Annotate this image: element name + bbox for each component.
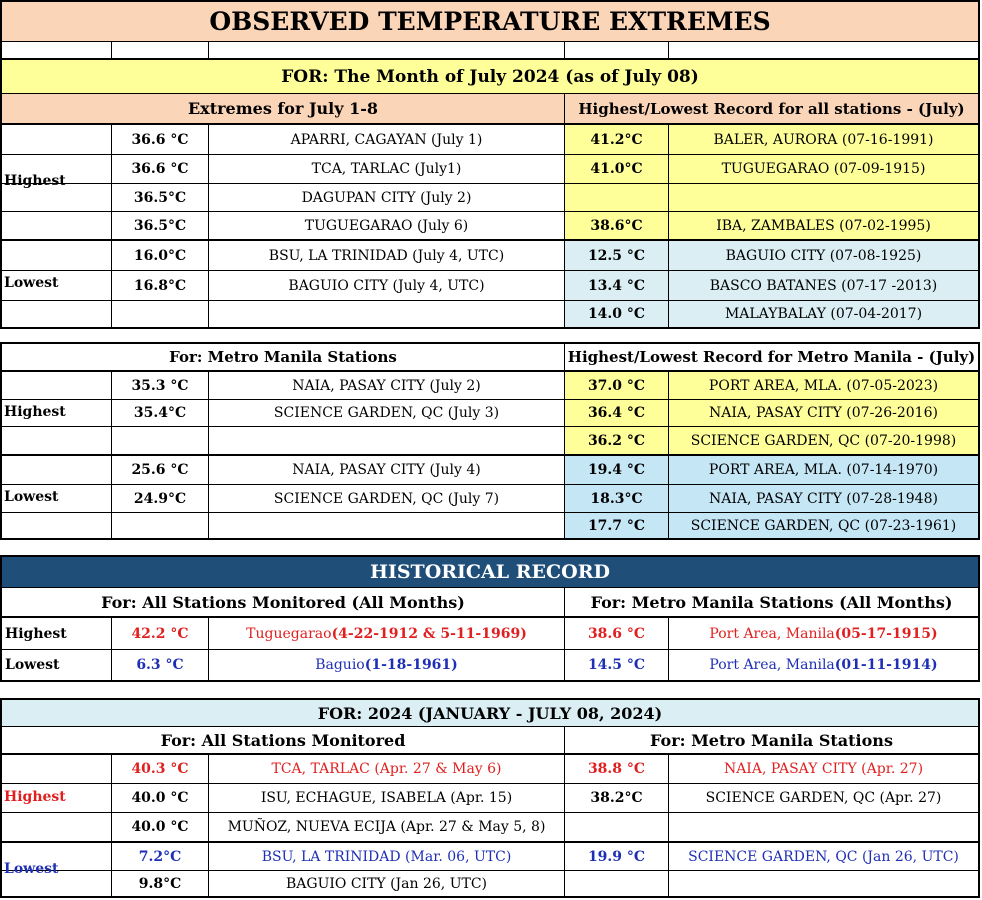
record-station-cell: PORT AREA, MLA. (07-05-2023) bbox=[668, 372, 978, 399]
section2-highest-row bbox=[0, 370, 980, 399]
station-cell: BSU, LA TRINIDAD (July 4, UTC) bbox=[208, 241, 564, 270]
label-cell bbox=[2, 813, 111, 841]
record-temp-cell: 14.0 °C bbox=[564, 301, 668, 327]
historical-lowest-row bbox=[0, 649, 980, 682]
historical-highest-row bbox=[0, 616, 980, 649]
temp-cell: 36.5°C bbox=[111, 212, 208, 239]
mm-station-cell bbox=[668, 871, 978, 896]
station-cell: BAGUIO CITY (Jan 26, UTC) bbox=[208, 871, 564, 896]
record-temp-cell: 12.5 °C bbox=[564, 241, 668, 270]
station-cell: TCA, TARLAC (July1) bbox=[208, 155, 564, 183]
record-station-cell: PORT AREA, MLA. (07-14-1970) bbox=[668, 456, 978, 484]
section1-lowest-row bbox=[0, 270, 980, 300]
historical-highest-station: Tuguegarao (4-22-1912 & 5-11-1969) bbox=[208, 618, 564, 649]
section1-highest-row bbox=[0, 183, 980, 211]
label-cell bbox=[2, 755, 111, 783]
section2-lowest-label: Lowest bbox=[4, 489, 59, 505]
temp-cell: 35.3 °C bbox=[111, 372, 208, 399]
record-station-cell: IBA, ZAMBALES (07-02-1995) bbox=[668, 212, 978, 239]
historical-lowest-station: Baguio (1-18-1961) bbox=[208, 650, 564, 680]
section2-right-header: Highest/Lowest Record for Metro Manila - (July) bbox=[564, 344, 978, 370]
historical-right-header: For: Metro Manila Stations (All Months) bbox=[564, 588, 978, 616]
section2-lowest-row bbox=[0, 454, 980, 484]
temp-cell: 7.2°C bbox=[111, 843, 208, 870]
label-cell bbox=[2, 125, 111, 154]
label-cell bbox=[2, 372, 111, 399]
page-title: OBSERVED TEMPERATURE EXTREMES bbox=[209, 7, 771, 36]
record-temp-cell: 37.0 °C bbox=[564, 372, 668, 399]
temp-cell bbox=[111, 427, 208, 454]
mm-station-cell bbox=[668, 813, 978, 841]
station-cell: ISU, ECHAGUE, ISABELA (Apr. 15) bbox=[208, 784, 564, 812]
year2024-highest-row bbox=[0, 753, 980, 783]
label-cell bbox=[2, 427, 111, 454]
historical-left-header: For: All Stations Monitored (All Months) bbox=[101, 592, 465, 612]
historical-header-row bbox=[0, 587, 980, 616]
mm-station-cell: SCIENCE GARDEN, QC (Apr. 27) bbox=[668, 784, 978, 812]
section2-header-row bbox=[0, 342, 980, 370]
record-temp-cell: 36.2 °C bbox=[564, 427, 668, 454]
year2024-title: FOR: 2024 (JANUARY - JULY 08, 2024) bbox=[317, 703, 663, 723]
spacer-row bbox=[0, 41, 980, 58]
section2-lowest-row bbox=[0, 512, 980, 540]
record-station-cell: TUGUEGARAO (07-09-1915) bbox=[668, 155, 978, 183]
historical-mm-lowest-station: Port Area, Manila (01-11-1914) bbox=[668, 650, 978, 680]
temp-cell bbox=[111, 301, 208, 327]
record-station-cell: SCIENCE GARDEN, QC (07-20-1998) bbox=[668, 427, 978, 454]
historical-banner bbox=[0, 555, 980, 587]
year2024-header-row bbox=[0, 726, 980, 753]
station-cell: MUÑOZ, NUEVA ECIJA (Apr. 27 & May 5, 8) bbox=[208, 813, 564, 841]
section2-highest-row bbox=[0, 426, 980, 454]
mm-temp-cell: 38.2°C bbox=[564, 784, 668, 812]
temp-cell: 40.0 °C bbox=[111, 813, 208, 841]
station-cell: NAIA, PASAY CITY (July 4) bbox=[208, 456, 564, 484]
record-temp-cell: 41.2°C bbox=[564, 125, 668, 154]
record-temp-cell: 41.0°C bbox=[564, 155, 668, 183]
temp-cell: 36.6 °C bbox=[111, 155, 208, 183]
historical-mm-highest-temp: 38.6 °C bbox=[564, 618, 668, 649]
station-cell: BAGUIO CITY (July 4, UTC) bbox=[208, 271, 564, 300]
historical-mm-highest-station: Port Area, Manila (05-17-1915) bbox=[668, 618, 978, 649]
station-cell: TUGUEGARAO (July 6) bbox=[208, 212, 564, 239]
station-cell: NAIA, PASAY CITY (July 2) bbox=[208, 372, 564, 399]
historical-highest-label: Highest bbox=[5, 625, 67, 642]
station-cell: SCIENCE GARDEN, QC (July 3) bbox=[208, 400, 564, 426]
year2024-title-row bbox=[0, 698, 980, 726]
label-cell bbox=[2, 301, 111, 327]
temp-cell: 25.6 °C bbox=[111, 456, 208, 484]
for-month-label: FOR: The Month of July 2024 (as of July 08) bbox=[281, 66, 699, 87]
year2024-right-header: For: Metro Manila Stations bbox=[564, 727, 978, 753]
section2-lowest-row bbox=[0, 484, 980, 512]
record-station-cell: BAGUIO CITY (07-08-1925) bbox=[668, 241, 978, 270]
year2024-highest-row bbox=[0, 783, 980, 812]
section1-lowest-row bbox=[0, 300, 980, 329]
station-cell: DAGUPAN CITY (July 2) bbox=[208, 184, 564, 211]
mm-temp-cell: 19.9 °C bbox=[564, 843, 668, 870]
station-cell: BSU, LA TRINIDAD (Mar. 06, UTC) bbox=[208, 843, 564, 870]
year2024-lowest-row bbox=[0, 841, 980, 870]
for-month-row bbox=[0, 58, 980, 93]
station-cell: TCA, TARLAC (Apr. 27 & May 6) bbox=[208, 755, 564, 783]
record-station-cell: MALAYBALAY (07-04-2017) bbox=[668, 301, 978, 327]
historical-lowest-temp: 6.3 °C bbox=[111, 650, 208, 680]
section2-highest-row bbox=[0, 399, 980, 426]
record-station-cell: BASCO BATANES (07-17 -2013) bbox=[668, 271, 978, 300]
station-cell: APARRI, CAGAYAN (July 1) bbox=[208, 125, 564, 154]
temp-cell: 16.0°C bbox=[111, 241, 208, 270]
year2024-highest-label: Highest bbox=[4, 789, 66, 805]
station-cell bbox=[208, 301, 564, 327]
label-cell bbox=[2, 212, 111, 239]
title-row bbox=[0, 0, 980, 41]
year2024-left-header: For: All Stations Monitored bbox=[160, 730, 406, 750]
station-cell bbox=[208, 427, 564, 454]
historical-mm-lowest-temp: 14.5 °C bbox=[564, 650, 668, 680]
label-cell bbox=[2, 241, 111, 270]
label-cell bbox=[2, 456, 111, 484]
temp-cell: 24.9°C bbox=[111, 485, 208, 512]
label-cell bbox=[2, 513, 111, 538]
section1-highest-row bbox=[0, 211, 980, 239]
temp-cell: 16.8°C bbox=[111, 271, 208, 300]
mm-temp-cell bbox=[564, 871, 668, 896]
section2-highest-label: Highest bbox=[4, 404, 66, 420]
record-station-cell: SCIENCE GARDEN, QC (07-23-1961) bbox=[668, 513, 978, 538]
temp-cell: 9.8°C bbox=[111, 871, 208, 896]
mm-temp-cell bbox=[564, 813, 668, 841]
mm-station-cell: NAIA, PASAY CITY (Apr. 27) bbox=[668, 755, 978, 783]
record-temp-cell: 13.4 °C bbox=[564, 271, 668, 300]
temp-cell: 40.3 °C bbox=[111, 755, 208, 783]
section2-left-header: For: Metro Manila Stations bbox=[169, 348, 397, 366]
year2024-lowest-row bbox=[0, 870, 980, 898]
section1-highest-row bbox=[0, 123, 980, 154]
temp-cell: 36.6 °C bbox=[111, 125, 208, 154]
section1-lowest-label: Lowest bbox=[4, 275, 59, 291]
record-station-cell bbox=[668, 184, 978, 211]
temp-cell: 40.0 °C bbox=[111, 784, 208, 812]
record-temp-cell bbox=[564, 184, 668, 211]
year2024-lowest-label: Lowest bbox=[4, 861, 59, 877]
record-station-cell: NAIA, PASAY CITY (07-28-1948) bbox=[668, 485, 978, 512]
record-station-cell: BALER, AURORA (07-16-1991) bbox=[668, 125, 978, 154]
section1-left-header: Extremes for July 1-8 bbox=[187, 99, 379, 118]
record-station-cell: NAIA, PASAY CITY (07-26-2016) bbox=[668, 400, 978, 426]
section1-right-header: Highest/Lowest Record for all stations - (July) bbox=[564, 94, 978, 123]
record-temp-cell: 38.6°C bbox=[564, 212, 668, 239]
historical-lowest-label: Lowest bbox=[5, 657, 60, 673]
record-temp-cell: 36.4 °C bbox=[564, 400, 668, 426]
record-temp-cell: 17.7 °C bbox=[564, 513, 668, 538]
temp-cell: 36.5°C bbox=[111, 184, 208, 211]
station-cell bbox=[208, 513, 564, 538]
temp-cell: 35.4°C bbox=[111, 400, 208, 426]
mm-temp-cell: 38.8 °C bbox=[564, 755, 668, 783]
record-temp-cell: 18.3°C bbox=[564, 485, 668, 512]
record-temp-cell: 19.4 °C bbox=[564, 456, 668, 484]
temp-cell bbox=[111, 513, 208, 538]
section1-lowest-row bbox=[0, 239, 980, 270]
historical-highest-temp: 42.2 °C bbox=[111, 618, 208, 649]
section1-header-row bbox=[0, 93, 980, 123]
mm-station-cell: SCIENCE GARDEN, QC (Jan 26, UTC) bbox=[668, 843, 978, 870]
historical-title: HISTORICAL RECORD bbox=[370, 561, 610, 583]
year2024-highest-row bbox=[0, 812, 980, 841]
section1-highest-label: Highest bbox=[4, 173, 66, 189]
section1-highest-row bbox=[0, 154, 980, 183]
station-cell: SCIENCE GARDEN, QC (July 7) bbox=[208, 485, 564, 512]
